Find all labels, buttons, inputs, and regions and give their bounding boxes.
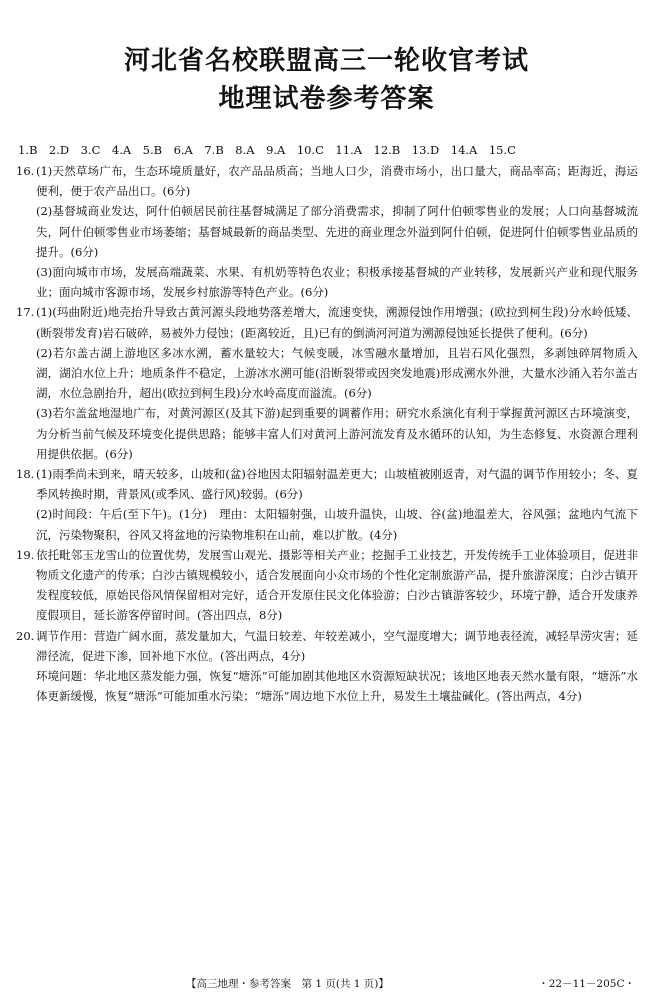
question-number: 19. xyxy=(16,547,35,562)
question-16 xyxy=(16,161,638,302)
answer-content xyxy=(16,161,638,706)
answer-paragraph: (1)天然草场广布，生态环境质量好，农产品品质高；当地人口少，消费市场小，出口量大，商品率高；距海近，海运便利，便于农产品出口。(6分) xyxy=(36,164,638,199)
answer-paragraph: (1)雨季尚未到来，晴天较多，山坡和(盆)谷地因太阳辐射温差更大；山坡植被刚返青，对气温的调节作用较小；冬、夏季风转换时期，背景风(或季风、盛行风)较弱。(6分) xyxy=(36,467,638,502)
question-18 xyxy=(16,464,638,545)
page-title: 河北省名校联盟高三一轮收官考试 xyxy=(123,46,529,76)
footer-page-info: 【高三地理・参考答案 第 1 页(共 1 页)】 xyxy=(186,978,389,990)
answer-paragraph: (3)面向城市市场，发展高端蔬菜、水果、有机奶等特色农业；积极承接基督城的产业转移，发展新兴产业和现代服务业；面向城市客源市场，发展乡村旅游等特色产业。(6分) xyxy=(36,265,638,300)
answer-paragraph: (2)时间段：午后(至下午)。(1分) 理由：太阳辐射强，山坡升温快，山坡、谷(盆)地温差大，谷风强；盆地内气流下沉，污染物聚积，谷风又将盆地的污染物堆积在山前，难以扩散。(4分) xyxy=(36,507,638,542)
question-20 xyxy=(16,626,638,707)
question-number: 16. xyxy=(16,164,35,178)
question-19 xyxy=(16,545,638,626)
answer-paragraph: (1)(玛曲附近)地壳抬升导致古黄河源头段地势落差增大，流速变快，溯源侵蚀作用增强；(欧拉到柯生段)分水岭低矮、(断裂带发育)岩石破碎，易被外力侵蚀；(距离较近，且)已有的倒淌河河道为溯源侵蚀延长提供了便利。(6分) xyxy=(36,305,638,340)
footer-code: ・22－11－205C・ xyxy=(538,978,635,990)
answer-paragraph: 调节作用：营造广阔水面，蒸发量加大，气温日较差、年较差减小，空气湿度增大；调节地表径流，减轻旱涝灾害；延滞径流，促进下渗，回补地下水位。(答出两点，4分) xyxy=(36,628,638,663)
answer-paragraph: (2)若尔盖古湖上游地区多冰水溯，蓄水量较大；气候变暖，冰雪融水量增加，且岩石风化强烈，多剥蚀碎屑物质入湖，湖泊水位上升；地质条件不稳定，上游冰水溯可能(沿断裂带或因突发地震)形成溯水外泄，大量水沙涌入若尔盖古湖，水位急剧抬升，超出(欧拉到柯生段)分水岭高度而溢流。(6分) xyxy=(36,345,638,401)
page-footer xyxy=(0,975,653,993)
page-subtitle: 地理试卷参考答案 xyxy=(218,84,435,114)
question-number: 20. xyxy=(16,628,35,643)
choice-answers: 1.B 2.D 3.C 4.A 5.B 6.A 7.B 8.A 9.A 10.C 11.A 12.B 13.D 14.A 15.C xyxy=(18,143,516,157)
answer-paragraph: (3)若尔盖盆地湿地广布，对黄河源区(及其下游)起到重要的调蓄作用；研究水系演化有利于掌握黄河源区古环境演变，为分析当前气候及环境变化提供思路；能够丰富人们对黄河上游河流发育及水循环的认知，为生态修复、水资源合理利用提供依据。(6分) xyxy=(36,406,638,461)
question-number: 17. xyxy=(16,305,35,320)
answer-paragraph: (2)基督城商业发达，阿什伯顿居民前往基督城满足了部分消费需求，抑制了阿什伯顿零售业的发展；人口向基督城流失，阿什伯顿零售业市场萎缩；基督城最新的商品类型、先进的商业理念外溢到阿什伯顿，促进阿什伯顿零售业品质的提升。(6分) xyxy=(36,204,638,259)
answer-paragraph: 环境问题：华北地区蒸发能力强，恢复“塘泺”可能加剧其他地区水资源短缺状况；该地区地表天然水量有限，“塘泺”水体更新缓慢，恢复“塘泺”可能加重水污染；“塘泺”周边地下水位上升，易发生土壤盐碱化。(答出两点，4分) xyxy=(36,669,638,704)
question-number: 18. xyxy=(16,467,35,482)
question-17 xyxy=(16,302,638,464)
answer-paragraph: 依托毗邻玉龙雪山的位置优势，发展雪山观光、摄影等相关产业；挖掘手工业技艺，开发传统手工业体验项目，促进非物质文化遗产的传承；白沙古镇规模较小，适合发展面向小众市场的个性化定制旅游产品，提升旅游深度；白沙古镇开发程度较低，原始民俗风情保留相对完好，适合开发原住民文化体验游；白沙古镇游客较少，环境宁静，适合开发康养度假项目，延长游客停留时间。(答出四点，8分) xyxy=(36,547,638,623)
